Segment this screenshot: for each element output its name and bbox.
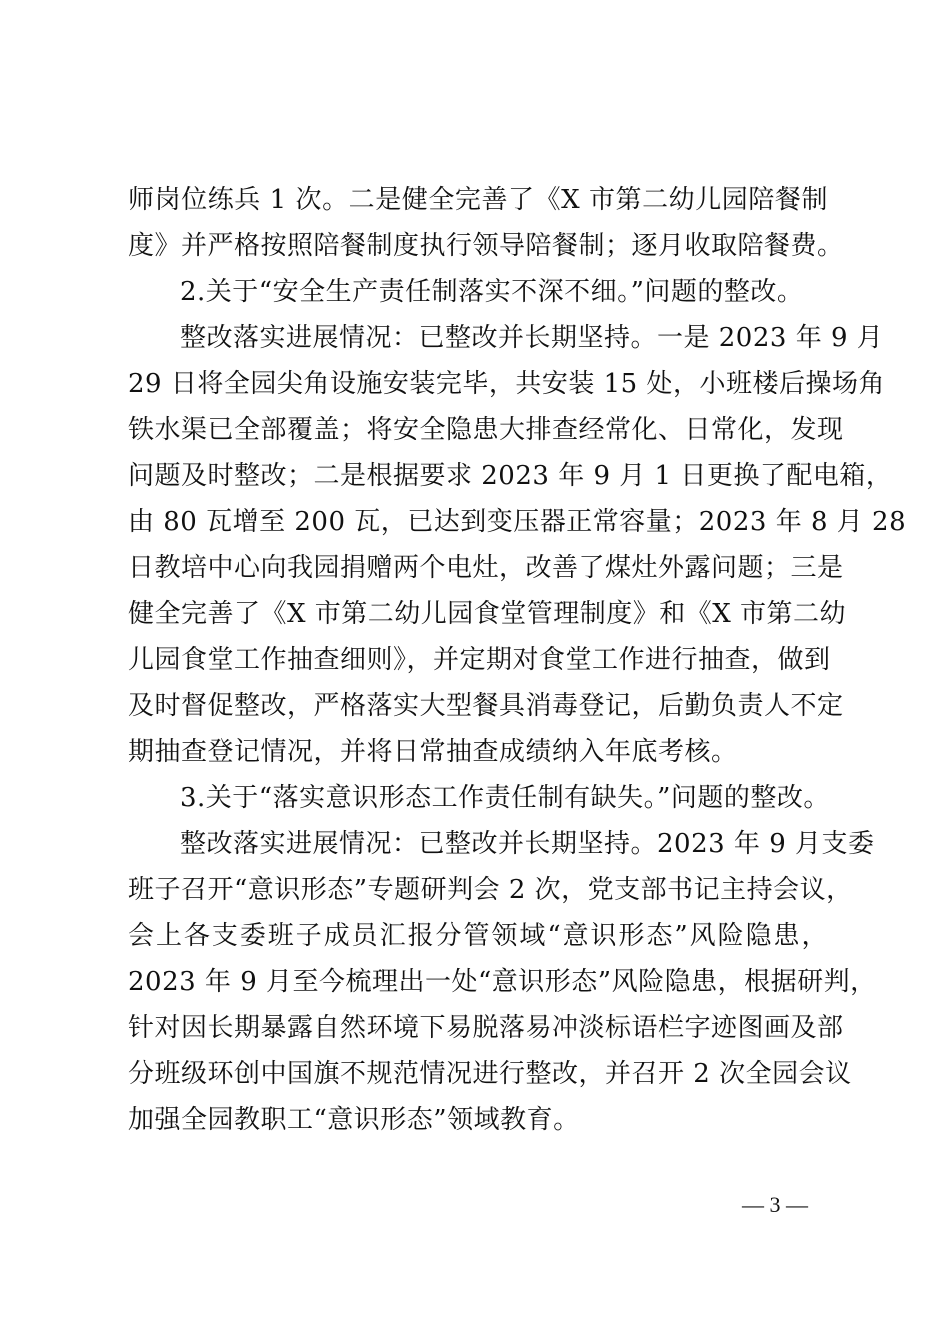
body-text-line: 加强全园教职工“意识形态”领域教育。 (128, 1105, 580, 1135)
section-heading: 3.关于“落实意识形态工作责任制有缺失。”问题的整改。 (180, 783, 830, 813)
section-heading: 2.关于“安全生产责任制落实不深不细。”问题的整改。 (180, 277, 804, 307)
body-text-line: 健全完善了《X 市第二幼儿园食堂管理制度》和《X 市第二幼 (128, 599, 847, 629)
body-text-line: 儿园食堂工作抽查细则》，并定期对食堂工作进行抽查，做到 (128, 645, 831, 675)
body-text-line: 师岗位练兵 1 次。二是健全完善了《X 市第二幼儿园陪餐制 (128, 185, 828, 215)
body-text-line: 铁水渠已全部覆盖；将安全隐患大排查经常化、日常化，发现 (128, 415, 844, 445)
body-text-line: 由 80 瓦增至 200 瓦，已达到变压器正常容量；2023 年 8 月 28 (128, 507, 907, 537)
body-text-line: 日教培中心向我园捐赠两个电灶，改善了煤灶外露问题；三是 (128, 553, 844, 583)
body-text-line: 整改落实进展情况：已整改并长期坚持。一是 2023 年 9 月 (180, 323, 884, 353)
body-text-line: 整改落实进展情况：已整改并长期坚持。2023 年 9 月支委 (180, 829, 875, 859)
body-text-line: 班子召开“意识形态”专题研判会 2 次，党支部书记主持会议， (128, 875, 853, 905)
body-text-line: 针对因长期暴露自然环境下易脱落易冲淡标语栏字迹图画及部 (128, 1013, 844, 1043)
body-text-line: 及时督促整改，严格落实大型餐具消毒登记，后勤负责人不定 (128, 691, 844, 721)
body-text-line: 度》并严格按照陪餐制度执行领导陪餐制；逐月收取陪餐费。 (128, 231, 844, 261)
body-text-line: 期抽查登记情况，并将日常抽查成绩纳入年底考核。 (128, 737, 738, 767)
body-text-line: 29 日将全园尖角设施安装完毕，共安装 15 处，小班楼后操场角 (128, 369, 885, 399)
body-text-line: 分班级环创中国旗不规范情况进行整改，并召开 2 次全园会议 (128, 1059, 852, 1089)
body-text-line: 问题及时整改；二是根据要求 2023 年 9 月 1 日更换了配电箱， (128, 461, 893, 491)
body-text-line: 2023 年 9 月至今梳理出一处“意识形态”风险隐患，根据研判， (128, 967, 877, 997)
page-number: — 3 — (742, 1192, 808, 1217)
body-text-line: 会上各支委班子成员汇报分管领域“意识形态”风险隐患， (128, 921, 828, 951)
